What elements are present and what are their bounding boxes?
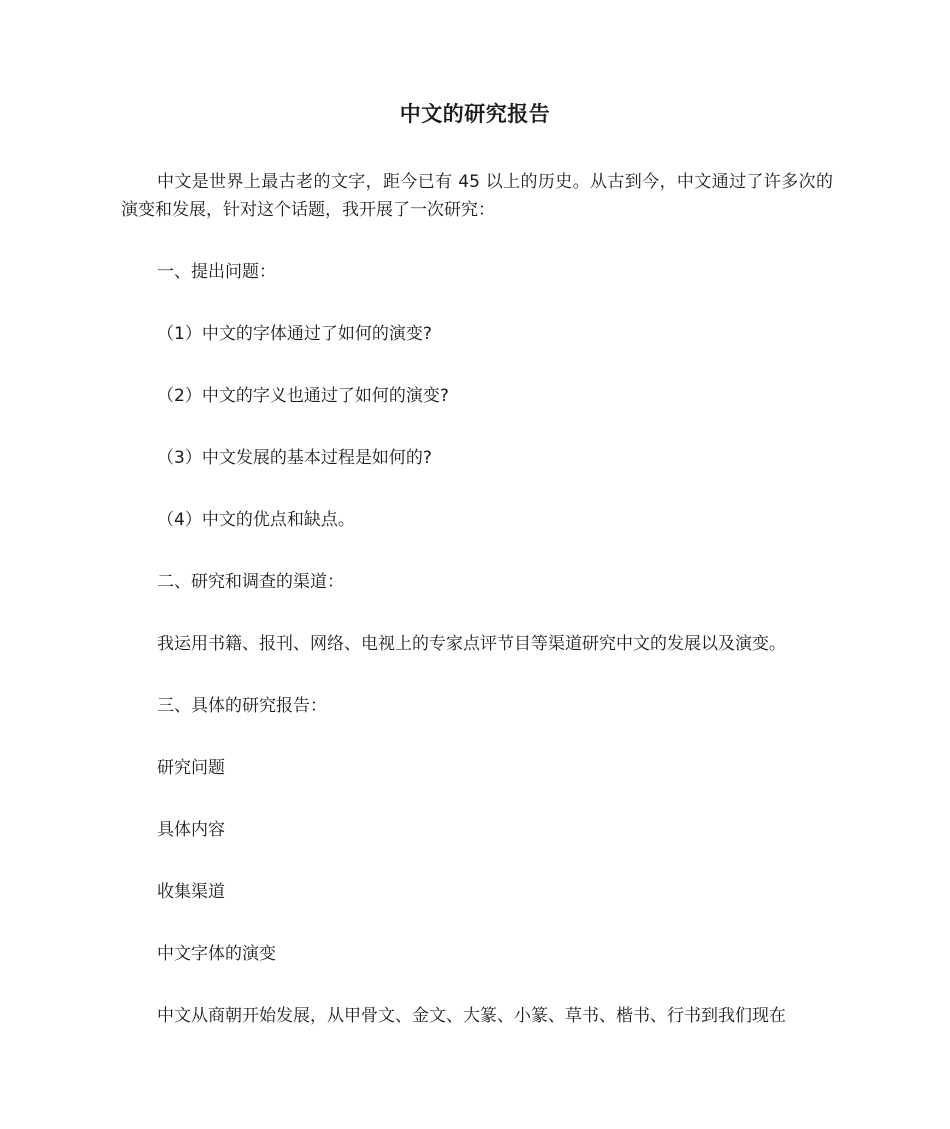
- question-item-3: （3）中文发展的基本过程是如何的?: [157, 448, 432, 468]
- section-heading-report: 三、具体的研究报告：: [157, 696, 327, 716]
- question-item-2: （2）中文的字义也通过了如何的演变?: [157, 386, 449, 406]
- page-title: 中文的研究报告: [399, 102, 551, 126]
- table-row-content: 中文从商朝开始发展，从甲骨文、金文、大篆、小篆、草书、楷书、行书到我们现在: [157, 1006, 786, 1026]
- table-header-topic: 研究问题: [157, 758, 225, 778]
- section-heading-channels: 二、研究和调查的渠道：: [157, 572, 344, 592]
- channels-paragraph: 我运用书籍、报刊、网络、电视上的专家点评节目等渠道研究中文的发展以及演变。: [157, 634, 786, 654]
- question-item-1: （1）中文的字体通过了如何的演变?: [157, 324, 432, 344]
- table-header-content: 具体内容: [157, 820, 225, 840]
- question-item-4: （4）中文的优点和缺点。: [157, 510, 355, 530]
- intro-paragraph: 中文是世界上最古老的文字，距今已有 45 以上的历史。从古到今，中文通过了许多次的演变和发展，针对这个话题，我开展了一次研究：: [121, 172, 833, 220]
- section-heading-questions: 一、提出问题：: [157, 262, 276, 282]
- table-row-topic: 中文字体的演变: [157, 944, 276, 964]
- table-header-source: 收集渠道: [157, 882, 225, 902]
